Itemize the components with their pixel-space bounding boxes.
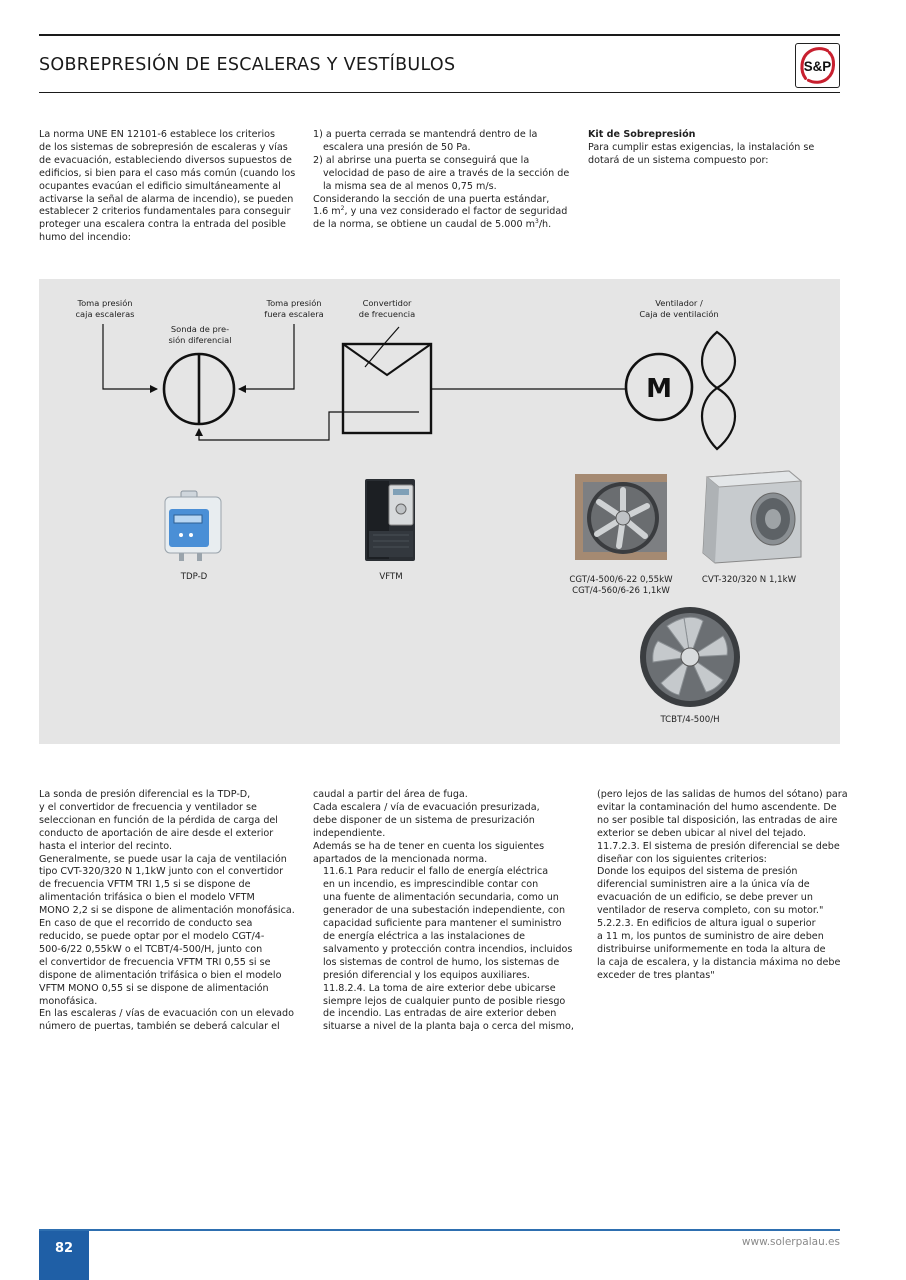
motor-letter: M — [646, 374, 672, 404]
text-line: los sistemas de control de humo, los sistemas de — [323, 956, 560, 968]
text-line: VFTM MONO 0,55 si se dispone de alimentación — [39, 982, 269, 994]
text-line: apartados de la mencionada norma. — [313, 853, 488, 865]
text-line: Considerando la sección de una puerta estándar, — [313, 193, 550, 205]
vftm-image — [359, 475, 423, 565]
text-line: generador de una subestación independiente, con — [323, 905, 566, 917]
text-line: evitar la contaminación del humo ascendente. De — [597, 801, 837, 813]
caption-cgt: CGT/4-500/6-22 0,55kW CGT/4-560/6-26 1,1kW — [569, 575, 673, 596]
text-line: de incendio. Las entradas de aire exterior deben — [323, 1008, 557, 1020]
sp-logo-icon — [796, 44, 839, 87]
text-line: MONO 2,2 si se dispone de alimentación monofásica. — [39, 905, 295, 917]
text-line: La sonda de presión diferencial es la TDP-D, — [39, 789, 251, 800]
text-line: conducto de aportación de aire desde el exterior — [39, 827, 274, 839]
text-line: exceder de tres plantas" — [597, 969, 715, 981]
text-line: presión diferencial y los equipos auxiliares. — [323, 969, 530, 981]
text-line: diferencial suministren aire a la única vía de — [597, 879, 810, 891]
text-line: 11.8.2.4. La toma de aire exterior debe ubicarse — [323, 982, 556, 994]
caption-cvt: CVT-320/320 N 1,1kW — [701, 575, 797, 585]
text-line: Para cumplir estas exigencias, la instalación se — [588, 141, 815, 153]
fan-blade-lower — [702, 388, 735, 449]
feedback-line — [199, 412, 419, 440]
text-line: alimentación trifásica o bien el modelo VFTM — [39, 892, 255, 904]
logo-text: S&P — [803, 58, 832, 74]
text-line: tipo CVT-320/320 N 1,1kW junto con el convertidor — [39, 866, 284, 878]
label-convertidor: Convertidor de frecuencia — [358, 298, 416, 319]
fan-blade-upper — [702, 332, 735, 388]
footer-rule — [39, 1229, 840, 1231]
text-line: 5.2.2.3. En edificios de altura igual o superior — [597, 918, 816, 930]
text-line: evacuación de un edificio, se debe prever un — [597, 892, 813, 904]
text-line: La norma UNE EN 12101-6 establece los criterios — [39, 129, 276, 140]
text-line: de frecuencia VFTM TRI 1,5 si se dispone de — [39, 879, 251, 891]
text-line: reducido, se puede optar por el modelo CGT/4- — [39, 930, 265, 942]
text-line: seleccionan en función de la pérdida de carga del — [39, 814, 278, 826]
text-line: número de puertas, también se deberá calcular el — [39, 1021, 280, 1033]
text-line: ventilador de reserva completo, con su motor." — [597, 905, 824, 917]
text-line: En caso de que el recorrido de conducto sea — [39, 918, 253, 930]
text-line: 11.6.1 Para reducir el fallo de energía eléctrica — [323, 866, 549, 878]
text-line: de energía eléctrica a las instalaciones de — [323, 930, 525, 942]
label-sonda: Sonda de pre- sión diferencial — [168, 324, 232, 345]
criteria-item-1-cont: escalera una presión de 50 Pa. — [323, 141, 471, 153]
website-link[interactable]: www.solerpalau.es — [741, 1236, 840, 1248]
text-line: independiente. — [313, 827, 386, 839]
text-line: humo del incendio: — [39, 232, 131, 244]
text-line: salvamento y protección contra incendios, incluidos — [323, 943, 573, 955]
intro-column-3 — [588, 129, 843, 168]
criteria-item-1: 1) a puerta cerrada se mantendrá dentro de la — [313, 129, 538, 140]
text-line: activarse la señal de alarma de incendio), se pueden — [39, 193, 294, 205]
text-line: distribuirse uniformemente en toda la altura de — [597, 943, 826, 955]
caption-tcbt: TCBT/4-500/H — [660, 715, 720, 725]
cvt-image — [693, 467, 805, 567]
frequency-converter-symbol — [343, 344, 431, 433]
text-line: de la norma, se obtiene un caudal de 5.000 $m^3/h$. — [313, 218, 552, 231]
text-line: Además se ha de tener en cuenta los siguientes — [313, 840, 545, 852]
body-column-3 — [597, 789, 852, 983]
text-line: una fuente de alimentación secundaria, como un — [323, 892, 559, 904]
label-toma-caja: Toma presión caja escaleras — [75, 298, 135, 319]
text-line: capacidad suficiente para mantener el suministro — [323, 918, 562, 930]
tdp-d-image — [159, 489, 229, 563]
text-line: y el convertidor de frecuencia y ventilador se — [39, 801, 257, 813]
text-line: de evacuación, estableciendo diversos supuestos de — [39, 154, 292, 166]
text-line: diseñar con los siguientes criterios: — [597, 853, 767, 865]
pressure-tap-left-line — [103, 324, 157, 389]
text-line: dispone de alimentación trifásica o bien el modelo — [39, 969, 282, 981]
criteria-item-2-cont: velocidad de paso de aire a través de la sección de — [323, 167, 570, 179]
text-line: edificios, si bien para el caso más común (cuando los — [39, 167, 296, 179]
text-line: a 11 m, los puntos de suministro de aire deben — [597, 930, 824, 942]
text-line: ocupantes evacúan el edificio simultáneamente al — [39, 180, 281, 192]
cgt-image — [571, 468, 669, 566]
body-column-1 — [39, 789, 301, 1034]
text-line: la caja de escalera, y la distancia máxima no debe — [597, 956, 841, 968]
text-line: (pero lejos de las salidas de humos del sótano) para — [597, 789, 848, 800]
text-line: siempre lejos de cualquier punto de posible riesgo — [323, 995, 566, 1007]
top-rule — [39, 34, 840, 36]
text-line: Donde los equipos del sistema de presión — [597, 866, 798, 878]
body-column-2 — [313, 789, 581, 1034]
text-line: el convertidor de frecuencia VFTM TRI 0,55 si se — [39, 956, 271, 968]
text-line: 500-6/22 0,55kW o el TCBT/4-500/H, junto con — [39, 943, 263, 955]
intro-column-2 — [313, 129, 573, 232]
caption-tdp-d: TDP-D — [180, 572, 208, 582]
text-line: no ser posible tal disposición, las entradas de aire — [597, 814, 838, 826]
page-title: SOBREPRESIÓN DE ESCALERAS Y VESTÍBULOS — [39, 55, 456, 75]
text-line: 11.7.2.3. El sistema de presión diferencial se debe — [597, 840, 840, 852]
intro-column-1 — [39, 129, 299, 245]
text-line: dotará de un sistema compuesto por: — [588, 154, 769, 166]
label-ventilador: Ventilador / Caja de ventilación — [639, 298, 719, 319]
text-line: Cada escalera / vía de evacuación presurizada, — [313, 801, 540, 813]
diagram-panel — [39, 279, 840, 744]
page-number: 82 — [39, 1231, 89, 1280]
text-line: de los sistemas de sobrepresión de escaleras y vías — [39, 141, 288, 153]
text-line: En las escaleras / vías de evacuación con un elevado — [39, 1008, 294, 1020]
criteria-item-2: 2) al abrirse una puerta se conseguirá que la — [313, 154, 530, 166]
header-rule — [39, 92, 840, 93]
text-line: Generalmente, se puede usar la caja de ventilación — [39, 853, 287, 865]
text-line: proteger una escalera contra la entrada del posible — [39, 219, 286, 231]
text-line: en un incendio, es imprescindible contar con — [323, 879, 539, 891]
text-line: exterior se deben ubicar al nivel del tejado. — [597, 827, 806, 839]
text-line: 1.6 $m^2$, y una vez considerado el factor de seguridad — [313, 205, 568, 218]
label-toma-fuera: Toma presión fuera escalera — [264, 298, 324, 319]
text-line: hasta el interior del recinto. — [39, 840, 173, 852]
criteria-item-2-cont: la misma sea de al menos 0,75 m/s. — [323, 180, 497, 192]
text-line: caudal a partir del área de fuga. — [313, 789, 468, 800]
text-line: debe disponer de un sistema de presurización — [313, 814, 535, 826]
kit-title: Kit de Sobrepresión — [588, 129, 696, 140]
tcbt-image — [637, 604, 743, 710]
text-line: situarse a nivel de la planta baja o cerca del mismo, — [323, 1021, 574, 1033]
caption-vftm: VFTM — [379, 572, 403, 582]
text-line: monofásica. — [39, 995, 98, 1007]
brand-logo — [795, 43, 840, 88]
text-line: establecer 2 criterios fundamentales para conseguir — [39, 206, 291, 218]
